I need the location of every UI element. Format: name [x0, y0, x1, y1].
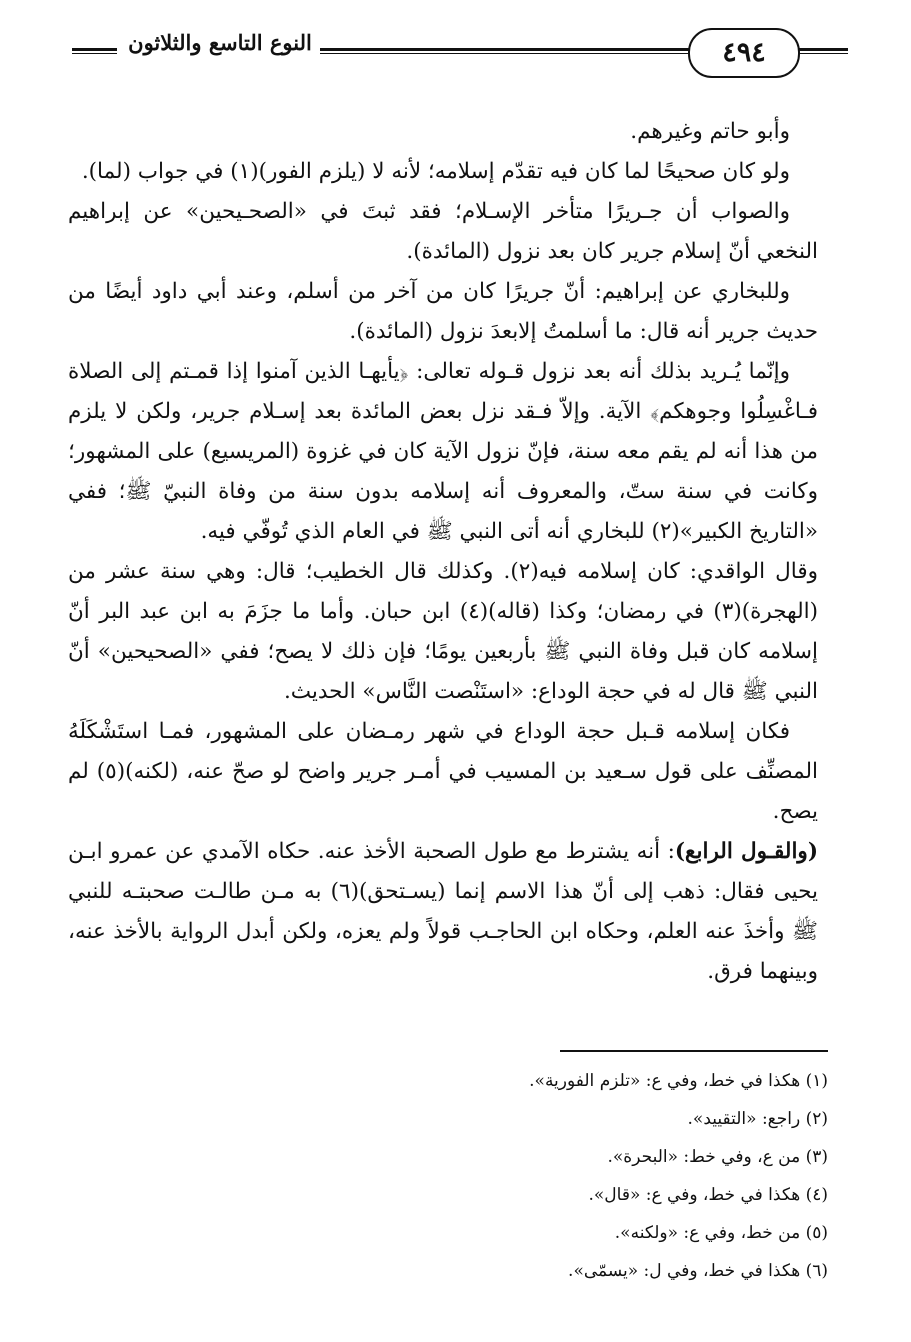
- paragraph: وأبو حاتم وغيرهم.: [630, 119, 790, 144]
- footnote: (٢) راجع: «التقييد».: [687, 1109, 828, 1129]
- paragraph: ولو كان صحيحًا لما كان فيه تقدّم إسلامه؛ لأنه لا (يلزم الفور)(١) في جواب (لما).: [81, 159, 790, 184]
- paragraph: وقال الواقدي: كان إسلامه فيه(٢). وكذلك قال الخطيب؛ قال: وهي سنة عشر من (الهجرة)(٣) في رمضان؛ وكذا (قاله)(٤) ابن حبان. وأما ما جزَمَ به ابن عبد البر أنّ إسلامه كان قبل وفاة النبي ﷺ بأربعين يومًا؛ فإن ذلك لا يصح؛ ففي «الصحيحين» أنّ النبي ﷺ قال له في حجة الوداع: «استَنْصت النَّاس» الحديث.: [68, 559, 818, 704]
- footnote: (٣) من ع، وفي خط: «البحرة».: [607, 1147, 828, 1167]
- footnote: (١) هكذا في خط، وفي ع: «تلزم الفورية».: [529, 1071, 828, 1091]
- paragraph: فكان إسلامه قـبل حجة الوداع في شهر رمـضان على المشهور، فمـا استَشْكَلَهُ المصنِّف على قول سـعيد بن المسيب في أمـر جرير واضح لو صحّ عنه، (لكنه)(٥) لم يصح.: [68, 719, 818, 824]
- footnote-separator: [560, 1050, 828, 1052]
- page-number: ٤٩٤: [688, 28, 800, 78]
- footnote: (٤) هكذا في خط، وفي ع: «قال».: [588, 1185, 828, 1205]
- footnote: (٥) من خط، وفي ع: «ولكنه».: [614, 1223, 828, 1243]
- paragraph-fourth-opinion: [68, 832, 818, 992]
- header-rule-middle: [320, 48, 740, 54]
- header-rule-left: [72, 48, 117, 54]
- footnote: (٦) هكذا في خط، وفي ل: «يسمّى».: [568, 1261, 828, 1281]
- footnotes: [300, 1062, 828, 1290]
- paragraph: وإنّما يُـريد بذلك أنه بعد نزول قـوله تعالى: ﴿يأيهـا الذين آمنوا إذا قمـتم إلى الصلاة فـاغْسِلُوا وجوهكم﴾ الآية. وإلاّ فـقد نزل بعض المائدة بعد إسـلام جرير، ولكن لا يلزم من هذا أنه لم يقم معه سنة، فإنّ نزول الآية كان في غزوة (المريسيع) على المشهور؛ وكانت في سنة ستّ، والمعروف أنه إسلامه بدون سنة من وفاة النبيّ ﷺ؛ ففي «التاريخ الكبير»(٢) للبخاري أنه أتى النبي ﷺ في العام الذي تُوفّي فيه.: [68, 359, 818, 544]
- paragraph: والصواب أن جـريرًا متأخر الإسـلام؛ فقد ثبتَ في «الصحـيحين» عن إبراهيم النخعي أنّ إسلام جرير كان بعد نزول (المائدة).: [68, 199, 818, 264]
- page-header: [60, 22, 850, 82]
- running-title: النوع التاسع والثلاثون: [128, 30, 312, 55]
- section-lead: (والقـول الرابع): [674, 839, 818, 864]
- section-text: : أنه يشترط مع طول الصحبة الأخذ عنه. حكاه الآمدي عن عمرو ابـن يحيى فقال: ذهب إلى أنّ هذا الاسم إنما (يسـتحق)(٦) به مـن طالـت صحبتـه للنبي ﷺ وأخذَ عنه العلم، وحكاه ابن الحاجـب قولاً ولم يعزه، ولكن أبدل الرواية بالأخذ عنه، وبينهما فرق.: [68, 839, 818, 984]
- main-text: [68, 112, 818, 992]
- paragraph: وللبخاري عن إبراهيم: أنّ جريرًا كان من آخر من أسلم، وعند أبي داود أيضًا من حديث جرير أنه قال: ما أسلمتُ إلابعدَ نزول (المائدة).: [68, 279, 818, 344]
